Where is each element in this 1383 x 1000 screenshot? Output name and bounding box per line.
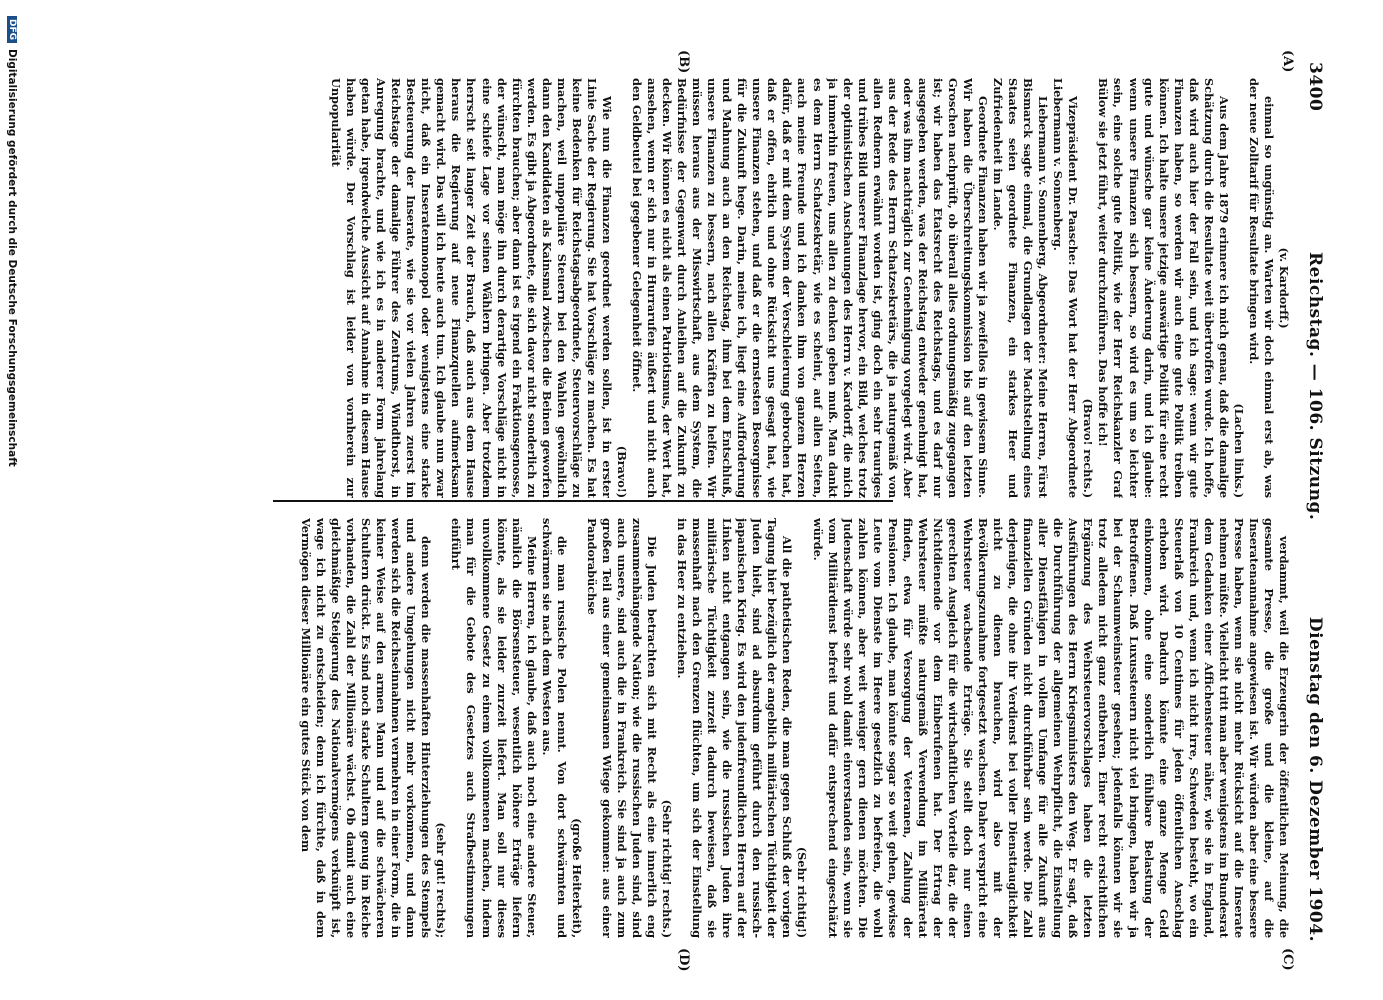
paragraph: einmal so ungünstig an. Warten wir doch einmal erst ab, was der neue Zolltarif für Resultate bringen wird.	[1246, 78, 1276, 498]
paragraph: All die pathetischen Reden, die man gegen Schluß der vorigen Tagung hier bezüglich der angeblich militärischen Tüchtigkeit der Juden hielt, sind ad absurdum geführt durch den russisch-japanischen Krieg. Es wird den judenfreundlichen Herren auf der Linken nicht entgangen sein, wie die russischen Juden ihre militärische Tüchtigkeit zurzeit dadurch beweisen, daß sie massenhaft nach den Grenzen flüchten, um sich der Einstellung in das Heer zu entziehen.	[675, 518, 795, 938]
paragraph: Vizepräsident Dr. Paasche: Das Wort hat der Herr Abgeordnete Liebermann v. Sonnenberg.	[1051, 78, 1081, 498]
margin-marker-d: (D)	[676, 948, 691, 972]
page-header	[1295, 62, 1325, 942]
dfg-logo: DFG	[7, 16, 17, 43]
interjection: (Sehr richtig!)	[795, 846, 810, 938]
digitization-note: Digitalisierung gefördert durch die Deutsche Forschungsgemeinschaft	[6, 49, 18, 467]
margin-marker-a: (A)	[1280, 50, 1295, 73]
interjection: (Sehr richtig! rechts.)	[660, 799, 675, 938]
interjection: (v. Kardorff.)	[1277, 247, 1291, 329]
interjection: (Lachen links.)	[1231, 403, 1246, 498]
paragraph: Aus dem Jahre 1879 erinnere ich mich genau, daß die damalige Schätzung durch die Resultate weit übertroffen wurde. Ich hoffe, daß wird auch hier der Fall sein, und ich sage: wenn wir gute Finanzen haben, so werden wir auch eine gute Politik treiben können. Ich halte unsere jetzige auswärtige Politik für eine recht gute und wünsche gar keine Änderung darin, und ich glaube: wenn unsere Finanzen sich bessern, so wird es um so leichter sein, eine solche gute Politik, wie der Herr Reichskanzler Graf Bülow sie jetzt führt, weiter durchzuführen. Das hoffe ich!	[1096, 78, 1231, 498]
right-text-column	[51, 518, 1291, 938]
page-title: Reichstag. — 106. Sitzung.	[1305, 252, 1325, 521]
paragraph: Die Juden betrachten sich mit Recht als eine innerlich eng zusammenhängende Nation; wie die russischen Juden sind, sind auch unsere, sind auch die in Frankreich. Sie sind ja auch zum großen Teil aus einer gemeinsamen Wiege gekommen: aus einer Pandorabüchse	[584, 518, 660, 938]
interjection: (Bravo! rechts.)	[1081, 398, 1096, 498]
column-divider	[273, 500, 893, 502]
interjection: (große Heiterkeit),	[569, 818, 584, 938]
margin-marker-c: (C)	[1280, 948, 1295, 971]
paragraph: verdammt, weil die Erzeugerin der öffentlichen Meinung, die gesamte Presse, die große und die kleine, auf die Inseratenannahme angewiesen ist. Wir würden aber eine bessere Presse haben, wenn sie nicht mehr Rücksicht auf die Inserate nehmen müßte. Vielleicht tritt man aber wenigstens im Bundesrat dem Gedanken einer Affichensteuer näher, wie sie in England, Frankreich und, wenn ich nicht irre, Schweden besteht, wo ein Steuerlaß von 10 Centimes für jeden öffentlichen Anschlag erhoben wird. Dadurch könnte eine ganze Menge Geld einkommen, ohne eine sonderlich fühlbare Belastung der Betroffenen. Daß Luxussteuern nicht viel bringen, haben wir ja bei der Schaumweinsteuer gesehen; jedenfalls können wir sie trotz alledem nicht ganz entbehren. Einer recht ersichtlichen Ergänzung des Wehrsteuervorschlages haben die letzten Ausführungen des Herrn Kriegsministers den Weg. Er sagt, daß die Durchführung der allgemeinen Wehrpflicht, die Einstellung aller Dienstfähigen in vollem Umfange für alle Zukunft aus finanziellen Gründen nicht durchführbar sein werde. Die Zahl derjenigen, die ohne ihr Verdienst bei voller Diensttauglichkeit nicht zu dienen brauchen, wird also mit der Bevölkerungszunahme fortgesetzt wachsen. Daher verspricht eine Wehrsteuer wachsende Erträge. Sie stellt doch nur einen gerechten Ausgleich für die wirtschaftlichen Vorteile dar, die der Nichtdienende vor dem Einberufenen hat. Der Ertrag der Wehrsteuer müßte naturgemäß Verwendung im Militäretat finden, etwa für Versorgung der Veteranen, Zahlung der Pensionen. Ich glaube, man könnte sogar so weit gehen, gewisse Leute vom Dienste im Heere gesetzlich zu befreien, die wohl zahlen können, aber weit weniger gern dienen möchten. Die Judenschaft würde sehr wohl damit einverstanden sein, wenn sie vom Militärdienst befreit und dafür entsprechend eingeschätzt würde.	[810, 518, 1291, 938]
paragraph: denn werden die massenhaften Hinterziehungen des Stempels und andere Umgehungen nicht mehr vorkommen, und dann werden sich die Reichseinnahmen vermehren in einer Form, die in keiner Weise auf den armen Mann und auf die schwächeren Schultern drückt. Es sind noch starke Schultern genug im Reiche vorhanden, die Zahl der Millionäre wächst. Ob damit auch eine gleichmäßige Steigerung des Nationalvermögens verknüpft ist, wage ich nicht zu entscheiden; denn ich fürchte, daß in dem Vermögen dieser Millionäre ein gutes Stück von dem	[298, 518, 434, 938]
paragraph: die man russische Polen nennt. Von dort schwärmten und schwärmen sie nach dem Westen aus.	[539, 518, 569, 938]
digitization-footer	[3, 0, 21, 1000]
left-text-column	[51, 78, 1291, 498]
paragraph: Geordnete Finanzen haben wir ja zweifellos in gewissem Sinne. Wir haben die Überschreitungskommission bis auf den letzten Groschen nachprüft, ob überall alles ordnungsmäßig zugegangen ist; wir haben das Etatsrecht des Reichstags, und es darf nur ausgegeben werden, was der Reichstag entweder genehmigt hat, oder was ihm nachträglich zur Genehmigung vorgelegt wird. Aber aus der Rede des Herrn Schatzsekretärs, die ja naturgemäß von allen Rednern erwähnt worden ist, ging doch ein sehr trauriges und trübes Bild unserer Finanzlage hervor, ein Bild, welches trotz der optimistischen Anschauungen des Herrn v. Kardorff, die mich ja immerhin freuen, uns allen zu denken geben muß. Man dankt es dem Herrn Schatzsekretär, wie es scheint, auf allen Seiten, auch meine Freunde und ich danken ihm von ganzem Herzen dafür, daß er mit dem System der Verschleierung gebrochen hat, daß er offen, ehrlich und ohne Rücksicht uns gesagt hat, wie unsere Finanzen stehen, und daß er die ernstesten Besorgnisse für die Zukunft hege. Darin, meine ich, liegt eine Aufforderung und Mahnung auch an den Reichstag, ihm bei dem Entschluß, unsere Finanzen zu bessern, nach allen Kräften zu helfen. Wir müssen heraus aus der Misswirtschaft, aus dem System, die Bedürfnisse der Gegenwart durch Anleihen auf die Zukunft zu decken. Wir können es nicht als einen Patriotismus, der Wert hat, ansehen, wenn er sich nur in Hurrarufen äußert und nicht auch den Geldbeutel bei gegebener Gelegenheit öffnet.	[629, 78, 991, 498]
paragraph: Meine Herren, ich glaube, daß auch noch eine andere Steuer, nämlich die Börsensteuer, wesentlich höhere Erträge liefern könnte, als sie leider zurzeit liefert. Man soll nur dieses unvollkommene Gesetz zu einem vollkommenen machen, indem man für die Gebote des Gesetzes auch Strafbestimmungen einführt	[449, 518, 539, 938]
session-date: Dienstag den 6. Dezember 1904.	[1305, 616, 1325, 942]
interjection: (sehr gut! rechts);	[434, 822, 449, 938]
paragraph: Liebermann v. Sonnenberg, Abgeordneter: Meine Herren, Fürst Bismarck sagte einmal, die Grundlagen der Machtstellung eines Staates seien geordnete Finanzen, ein starkes Heer und Zufriedenheit im Lande.	[991, 78, 1051, 498]
margin-marker-b: (B)	[676, 50, 691, 74]
paragraph: Wie nun die Finanzen geordnet werden sollen, ist in erster Linie Sache der Regierung. Sie hat Vorschläge zu machen. Es hat keine Bedenken für Reichstagsabgeordnete, Steuervorschläge zu machen, weil unpopuläre Steuern bei den Wahlen gewöhnlich dann den Kandidaten als Kainsmal zwischen die Beinen geworfen werden. Es gibt ja Abgeordnete, die sich davor nicht sonderlich zu fürchten brauchen; aber dann ist es irgend ein Fraktionsgenosse, der wünscht, man möge ihn durch derartige Vorschläge nicht in eine schiefe Lage vor seinen Wählern bringen. Aber trotzdem herrscht seit langer Zeit der Brauch, daß auch aus dem Hause heraus die Regierung auf neue Finanzquellen aufmerksam gemacht wird. Das will ich heute auch tun. Ich glaube nun zwar nicht, daß ein Inseratenmonopol oder wenigstens eine starke Besteuerung der Inserate, wie sie vor vielen Jahren zuerst im Reichstage der damalige Führer des Zentrums, Windthorst, in Anregung brachte, und wie ich es in anderer Form jahrelang getan habe, irgendwelche Aussicht auf Annahme in diesem Hause haben würde. Der Vorschlag ist leider von vornherein zur Unpopularität	[329, 78, 614, 498]
page-number: 3400	[1305, 62, 1325, 112]
interjection: (Bravo!)	[614, 445, 629, 498]
